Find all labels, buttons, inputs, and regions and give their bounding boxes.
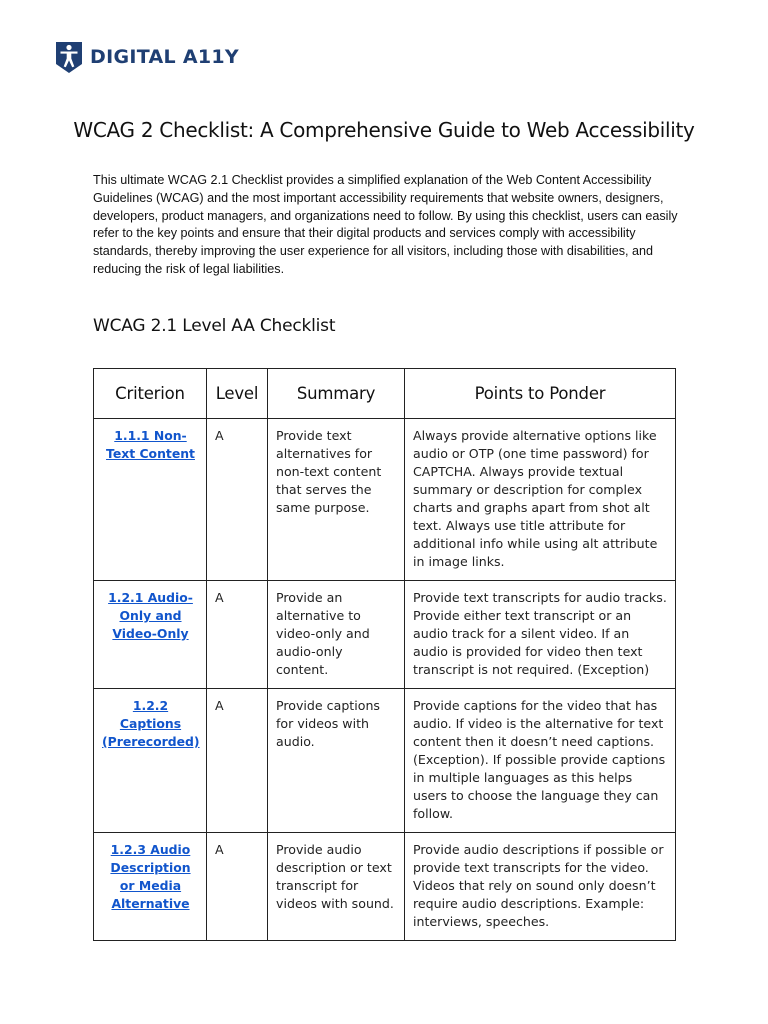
points-cell: Always provide alternative options like audio or OTP (one time password) for CAPTCHA. Always provide textual summary or description for complex charts and graphs apart from shot alt text. Always use title attribute for additional info while using alt attribute in image links. bbox=[405, 419, 676, 581]
brand-logo bbox=[56, 42, 239, 73]
criterion-link[interactable]: 1.2.2 Captions (Prerecorded) bbox=[102, 698, 200, 749]
table-row bbox=[94, 689, 676, 833]
document-title: WCAG 2 Checklist: A Comprehensive Guide to Web Accessibility bbox=[73, 118, 695, 142]
level-cell: A bbox=[207, 581, 268, 689]
header-criterion: Criterion bbox=[94, 369, 207, 419]
summary-cell: Provide audio description or text transcript for videos with sound. bbox=[268, 833, 405, 941]
checklist-table bbox=[93, 368, 676, 941]
table-row bbox=[94, 581, 676, 689]
header-points: Points to Ponder bbox=[405, 369, 676, 419]
criterion-cell bbox=[94, 419, 207, 581]
criterion-link[interactable]: 1.2.3 Audio Description or Media Alternative bbox=[110, 842, 191, 911]
level-cell: A bbox=[207, 419, 268, 581]
level-cell: A bbox=[207, 689, 268, 833]
criterion-cell bbox=[94, 833, 207, 941]
intro-paragraph: This ultimate WCAG 2.1 Checklist provides a simplified explanation of the Web Content Accessibility Guidelines (WCAG) and the most important accessibility requirements that website owners, designers, developers, product managers, and organizations need to follow. By using this checklist, users can easily refer to the key points and ensure that their digital products and services comply with accessibility standards, thereby improving the user experience for all visitors, including those with disabilities, and reducing the risk of legal liabilities. bbox=[93, 173, 678, 276]
brand-name: DIGITAL A11Y bbox=[90, 46, 239, 68]
table-row bbox=[94, 833, 676, 941]
header-summary: Summary bbox=[268, 369, 405, 419]
table-row bbox=[94, 419, 676, 581]
criterion-cell bbox=[94, 689, 207, 833]
section-title: WCAG 2.1 Level AA Checklist bbox=[93, 316, 336, 336]
criterion-link[interactable]: 1.2.1 Audio-Only and Video-Only bbox=[108, 590, 193, 641]
points-cell: Provide captions for the video that has audio. If video is the alternative for text content then it doesn’t need captions. (Exception). If possible provide captions in multiple languages as this helps users to choose the language they can follow. bbox=[405, 689, 676, 833]
table-header-row bbox=[94, 369, 676, 419]
summary-cell: Provide an alternative to video-only and audio-only content. bbox=[268, 581, 405, 689]
points-cell: Provide audio descriptions if possible or provide text transcripts for the video. Videos that rely on sound only doesn’t require audio descriptions. Example: interviews, speeches. bbox=[405, 833, 676, 941]
points-cell: Provide text transcripts for audio tracks. Provide either text transcript or an audio track for a silent video. If an audio is provided for video then text transcript is not required. (Exception) bbox=[405, 581, 676, 689]
accessibility-person-icon bbox=[56, 42, 82, 73]
summary-cell: Provide captions for videos with audio. bbox=[268, 689, 405, 833]
summary-cell: Provide text alternatives for non-text content that serves the same purpose. bbox=[268, 419, 405, 581]
level-cell: A bbox=[207, 833, 268, 941]
criterion-cell bbox=[94, 581, 207, 689]
criterion-link[interactable]: 1.1.1 Non-Text Content bbox=[106, 428, 195, 461]
header-level: Level bbox=[207, 369, 268, 419]
